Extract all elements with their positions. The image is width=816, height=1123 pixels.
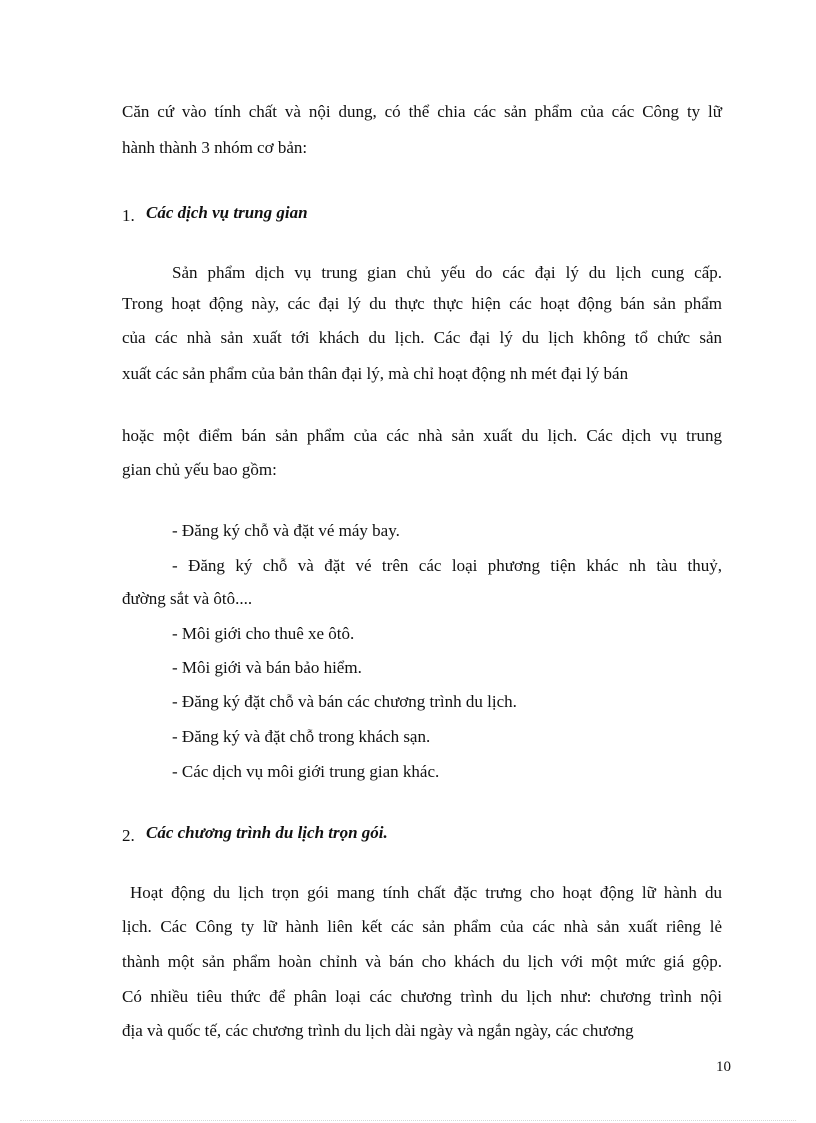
- page-number: 10: [716, 1059, 731, 1075]
- paragraph-line: Có nhiều tiêu thức để phân loại các chương trình du lịch như: chương trình nội: [122, 987, 722, 1006]
- paragraph-line: gian chủ yếu bao gồm:: [122, 460, 277, 479]
- paragraph-line: hoặc một điểm bán sản phẩm của các nhà sản xuất du lịch. Các dịch vụ trung: [122, 426, 722, 445]
- bullet-item: - Đăng ký chỗ và đặt vé trên các loại phương tiện khác nh tàu thuỷ,: [172, 556, 722, 575]
- paragraph-line: Hoạt động du lịch trọn gói mang tính chất đặc trưng cho hoạt động lữ hành du: [130, 883, 722, 902]
- intro-line-2: hành thành 3 nhóm cơ bản:: [122, 138, 308, 157]
- section-2-number: 2.: [122, 826, 135, 845]
- paragraph-line: lịch. Các Công ty lữ hành liên kết các sản phẩm của các nhà sản xuất riêng lẻ: [122, 917, 722, 936]
- section-1-number: 1.: [122, 206, 135, 225]
- intro-line-1: Căn cứ vào tính chất và nội dung, có thể chia các sản phẩm của các Công ty lữ: [122, 102, 722, 121]
- bullet-item: - Môi giới cho thuê xe ôtô.: [172, 624, 355, 643]
- bullet-item: - Đăng ký đặt chỗ và bán các chương trình du lịch.: [172, 692, 517, 711]
- page-bottom-border: [20, 1120, 796, 1121]
- section-2-heading: [122, 822, 722, 844]
- bullet-item: - Môi giới và bán bảo hiểm.: [172, 658, 362, 677]
- section-1-heading: [122, 202, 722, 224]
- paragraph-line: Sản phẩm dịch vụ trung gian chủ yếu do các đại lý du lịch cung cấp.: [172, 263, 722, 282]
- bullet-item-continuation: đường sắt và ôtô....: [122, 589, 253, 608]
- paragraph-line: của các nhà sản xuất tới khách du lịch. Các đại lý du lịch không tổ chức sản: [122, 328, 722, 347]
- paragraph-line: địa và quốc tế, các chương trình du lịch dài ngày và ngắn ngày, các chương: [122, 1021, 634, 1040]
- paragraph-line: xuất các sản phẩm của bản thân đại lý, mà chỉ hoạt động nh mét đại lý bán: [122, 364, 629, 383]
- paragraph-line: thành một sản phẩm hoàn chỉnh và bán cho khách du lịch với một mức giá gộp.: [122, 952, 722, 971]
- section-2-title: Các chương trình du lịch trọn gói.: [146, 823, 388, 842]
- bullet-item: - Đăng ký và đặt chỗ trong khách sạn.: [172, 727, 431, 746]
- section-1-title: Các dịch vụ trung gian: [146, 203, 308, 222]
- bullet-item: - Các dịch vụ môi giới trung gian khác.: [172, 762, 440, 781]
- paragraph-line: Trong hoạt động này, các đại lý du thực thực hiện các hoạt động bán sản phẩm: [122, 294, 722, 313]
- bullet-item: - Đăng ký chỗ và đặt vé máy bay.: [172, 521, 400, 540]
